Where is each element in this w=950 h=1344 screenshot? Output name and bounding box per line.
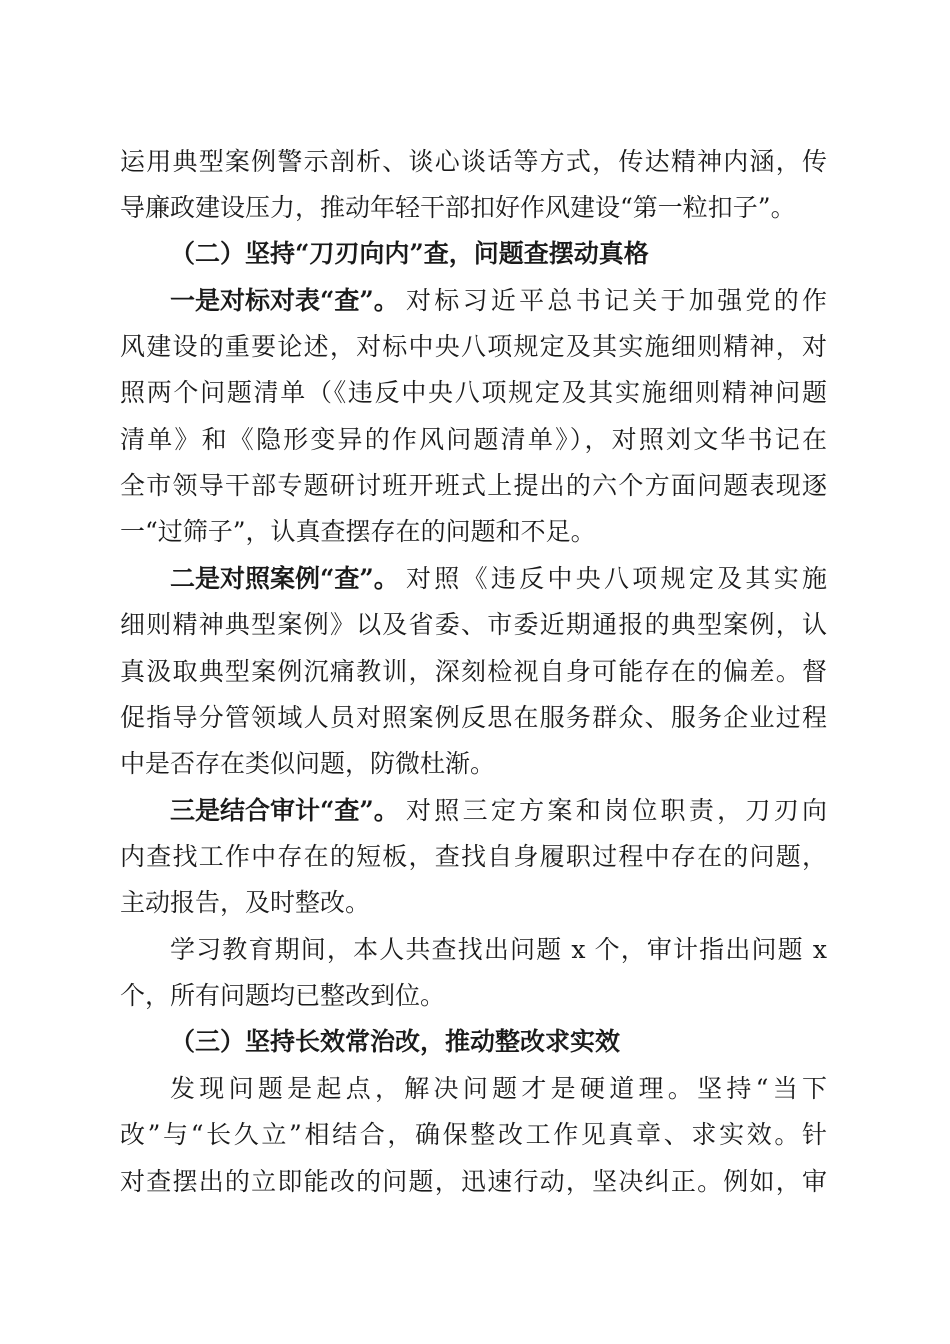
paragraph-line: 运用典型案例警示剖析、谈心谈话等方式，传达精神内涵，传 xyxy=(120,147,827,176)
paragraph-line: 学习教育期间，本人共查找出问题 x 个，审计指出问题 x xyxy=(170,935,827,964)
paragraph-line: 改”与“长久立”相结合，确保整改工作见真章、求实效。针 xyxy=(120,1120,827,1149)
paragraph-line: 照两个问题清单（《违反中央八项规定及其实施细则精神问题 xyxy=(120,378,827,407)
paragraph-lead: 二是对照案例“查”。 xyxy=(170,564,399,593)
paragraph-line: 一是对标对表“查”。 对标习近平总书记关于加强党的作 xyxy=(0,279,950,323)
paragraph-lead: 三是结合审计“查”。 xyxy=(170,796,399,825)
paragraph-line: 全市领导干部专题研讨班开班式上提出的六个方面问题表现逐 xyxy=(120,471,827,500)
paragraph-line: 主动报告，及时整改。 xyxy=(120,888,371,917)
paragraph-line: 清单》和《隐形变异的作风问题清单》），对照刘文华书记在 xyxy=(120,425,827,454)
paragraph-line: 个，所有问题均已整改到位。 xyxy=(120,981,446,1010)
paragraph-line: 内查找工作中存在的短板，查找自身履职过程中存在的问题， xyxy=(120,842,827,871)
paragraph-line: 导廉政建设压力，推动年轻干部扣好作风建设“第一粒扣子”。 xyxy=(120,193,796,222)
paragraph-line: 二是对照案例“查”。 对照《违反中央八项规定及其实施 xyxy=(0,557,950,601)
paragraph-line: 风建设的重要论述，对标中央八项规定及其实施细则精神，对 xyxy=(120,332,827,361)
paragraph-line: 中是否存在类似问题，防微杜渐。 xyxy=(120,749,496,778)
paragraph-lead: 一是对标对表“查”。 xyxy=(170,286,399,315)
paragraph-line: 一“过筛子”，认真查摆存在的问题和不足。 xyxy=(120,517,596,546)
section-heading: （二）坚持“刀刃向内”查，问题查摆动真格 xyxy=(170,239,649,268)
paragraph-line: 发现问题是起点，解决问题才是硬道理。坚持“当下 xyxy=(170,1074,827,1103)
paragraph-line: 三是结合审计“查”。 对照三定方案和岗位职责，刀刃向 xyxy=(0,789,950,833)
paragraph-line: 对查摆出的立即能改的问题，迅速行动，坚决纠正。例如，审 xyxy=(120,1167,827,1196)
section-heading: （三）坚持长效常治改，推动整改求实效 xyxy=(170,1027,621,1056)
paragraph-line: 真汲取典型案例沉痛教训，深刻检视自身可能存在的偏差。督 xyxy=(120,657,827,686)
paragraph-line: 促指导分管领域人员对照案例反思在服务群众、服务企业过程 xyxy=(120,703,827,732)
paragraph-line: 细则精神典型案例》以及省委、市委近期通报的典型案例，认 xyxy=(120,610,827,639)
